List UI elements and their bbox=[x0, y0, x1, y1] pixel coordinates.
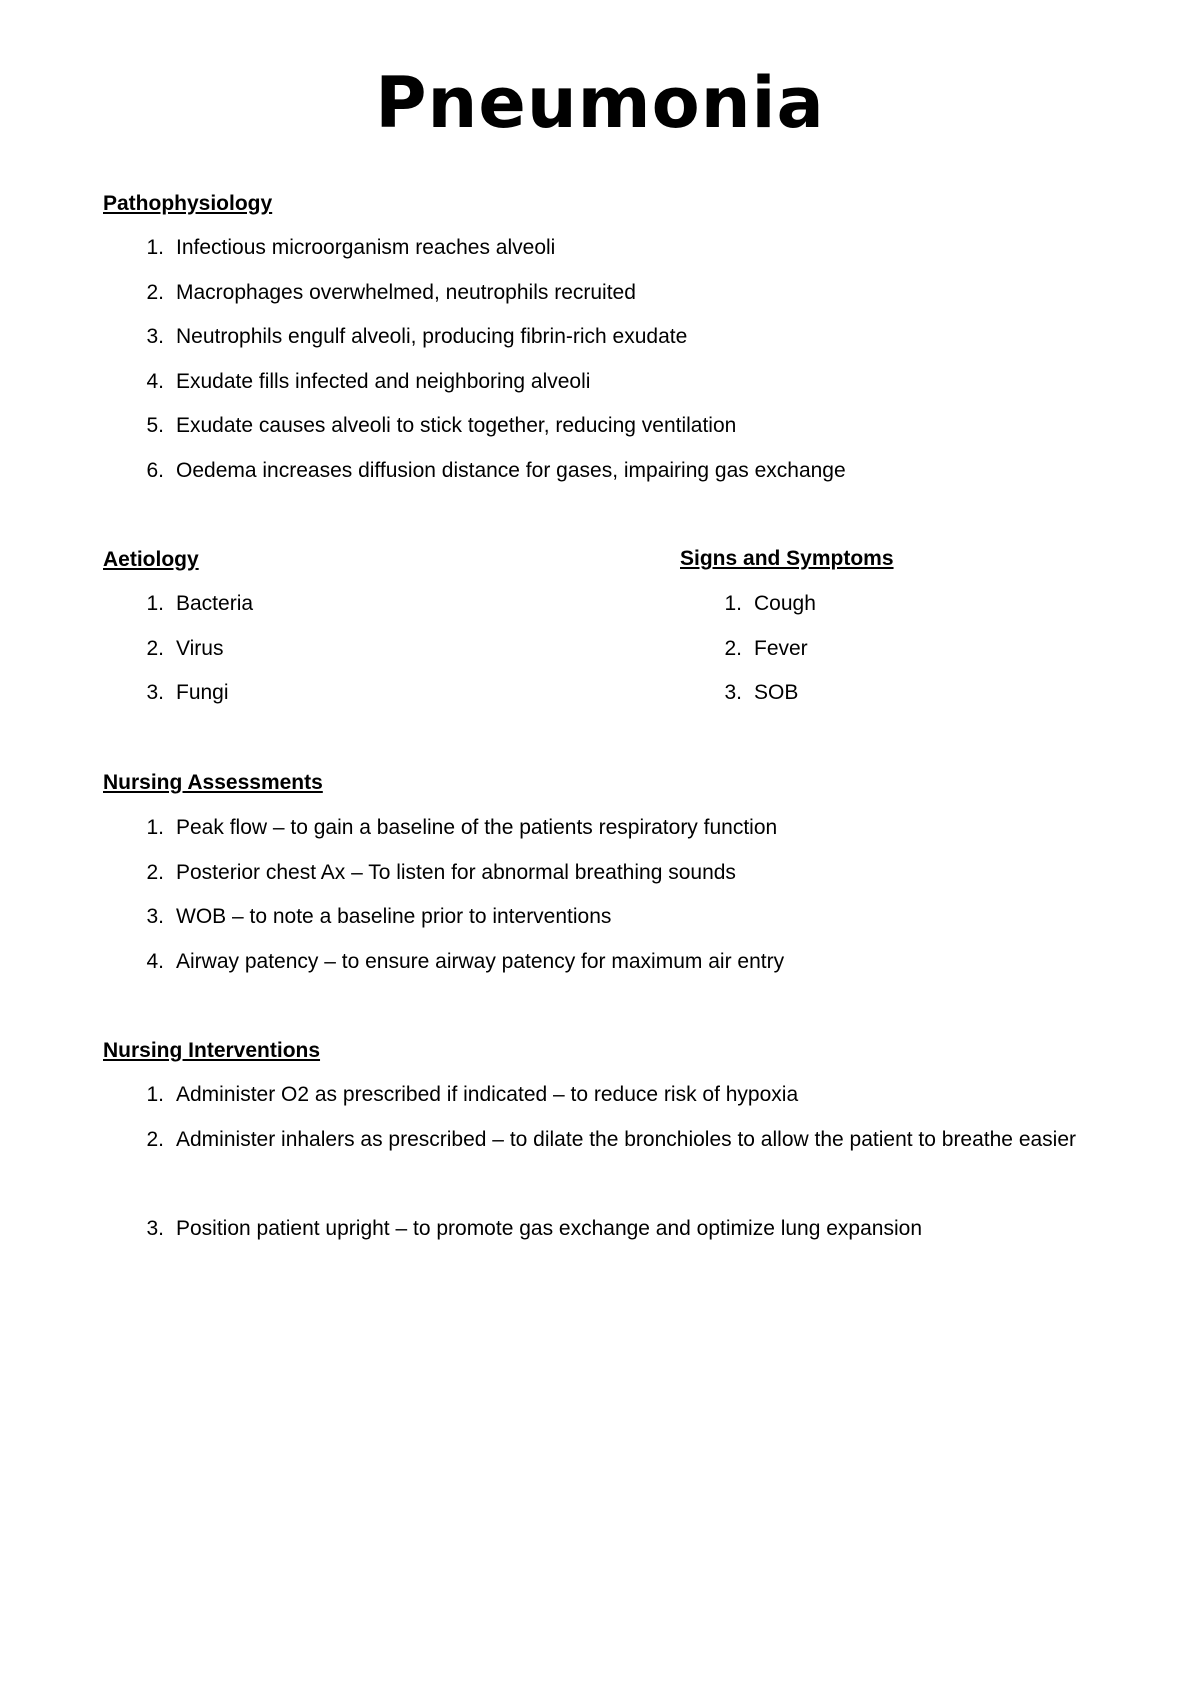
list-number: 3. bbox=[146, 681, 164, 705]
aetiology-heading: Aetiology bbox=[103, 548, 199, 571]
list-text: Virus bbox=[176, 636, 224, 660]
list-text: Administer inhalers as prescribed – to dilate the bronchioles to allow the patient to breathe easier bbox=[176, 1127, 1077, 1151]
nursing-assessments-heading: Nursing Assessments bbox=[103, 771, 323, 794]
pathophysiology-heading: Pathophysiology bbox=[103, 192, 273, 215]
list-text: Macrophages overwhelmed, neutrophils recruited bbox=[176, 280, 636, 304]
list-text: Exudate causes alveoli to stick together, reducing ventilation bbox=[176, 414, 737, 438]
list-text: Exudate fills infected and neighboring alveoli bbox=[176, 369, 591, 393]
list-text: Fungi bbox=[176, 681, 229, 705]
list-text: Bacteria bbox=[176, 592, 254, 615]
list-number: 6. bbox=[146, 458, 164, 482]
list-text: Airway patency – to ensure airway patency for maximum air entry bbox=[176, 949, 785, 973]
list-text: WOB – to note a baseline prior to interventions bbox=[176, 905, 612, 929]
list-text: Neutrophils engulf alveoli, producing fibrin-rich exudate bbox=[176, 325, 688, 349]
list-number: 1. bbox=[146, 816, 164, 839]
list-number: 4. bbox=[146, 369, 164, 393]
list-number: 3. bbox=[146, 905, 164, 929]
list-number: 2. bbox=[146, 636, 164, 660]
list-text: Cough bbox=[754, 592, 816, 615]
list-text: Infectious microorganism reaches alveoli bbox=[176, 236, 556, 259]
list-text: SOB bbox=[754, 681, 799, 705]
list-number: 1. bbox=[146, 236, 164, 259]
list-number: 2. bbox=[146, 1127, 164, 1151]
list-number: 1. bbox=[724, 592, 742, 615]
list-text: Posterior chest Ax – To listen for abnormal breathing sounds bbox=[176, 860, 736, 884]
list-number: 3. bbox=[146, 1216, 164, 1240]
list-number: 5. bbox=[146, 414, 164, 438]
list-number: 1. bbox=[146, 1083, 164, 1106]
list-text: Peak flow – to gain a baseline of the patients respiratory function bbox=[176, 816, 778, 839]
list-number: 3. bbox=[724, 681, 742, 705]
signs-symptoms-heading: Signs and Symptoms bbox=[680, 547, 894, 570]
list-number: 2. bbox=[146, 860, 164, 884]
list-number: 2. bbox=[724, 636, 742, 660]
list-text: Fever bbox=[754, 636, 808, 660]
list-text: Oedema increases diffusion distance for gases, impairing gas exchange bbox=[176, 458, 846, 482]
nursing-interventions-heading: Nursing Interventions bbox=[103, 1039, 321, 1062]
list-text: Position patient upright – to promote gas exchange and optimize lung expansion bbox=[176, 1216, 922, 1240]
list-number: 3. bbox=[146, 325, 164, 349]
list-text: Administer O2 as prescribed if indicated – to reduce risk of hypoxia bbox=[176, 1083, 799, 1106]
list-number: 2. bbox=[146, 280, 164, 304]
document-title: Pneumonia bbox=[375, 62, 825, 144]
list-number: 4. bbox=[146, 949, 164, 973]
list-number: 1. bbox=[146, 592, 164, 615]
